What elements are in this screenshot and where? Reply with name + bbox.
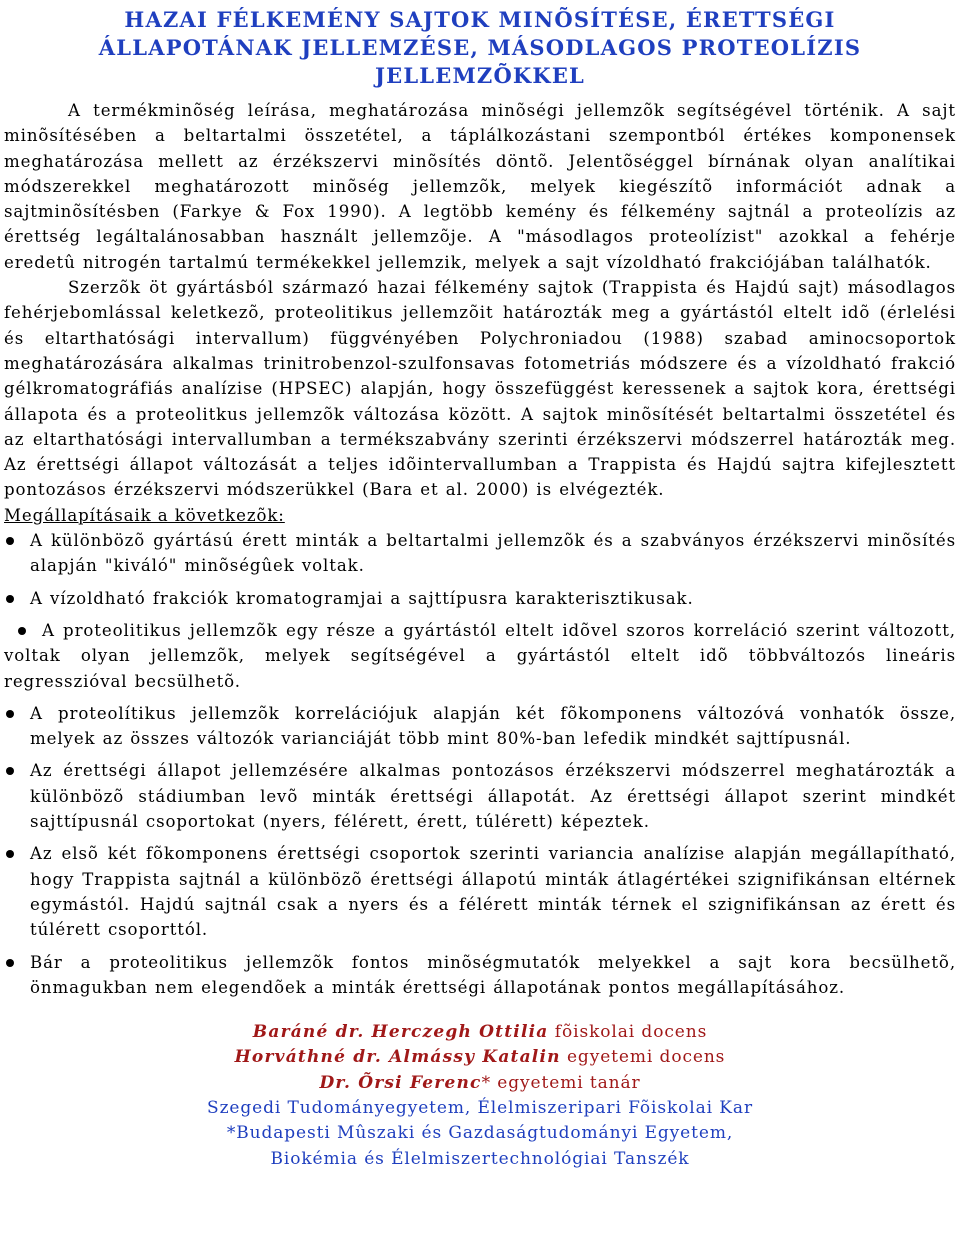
bullet-icon — [6, 767, 14, 775]
affiliation-line: *Budapesti Mûszaki és Gazdaságtudományi Egyetem, — [226, 1123, 734, 1144]
affiliation-line: Szegedi Tudományegyetem, Élelmiszeripari Fõiskolai Kar — [207, 1097, 753, 1118]
author-role: fõiskolai docens — [548, 1022, 708, 1043]
finding-item — [4, 618, 956, 694]
title-line-2: ÁLLAPOTÁNAK JELLEMZÉSE, MÁSODLAGOS PROTEOLÍZIS — [98, 35, 862, 60]
finding-item — [4, 528, 956, 579]
author-name: Horváthné dr. Almássy Katalin — [234, 1047, 561, 1068]
bullet-icon — [6, 595, 14, 603]
finding-text: Bár a proteolitikus jellemzõk fontos minõségmutatók melyekkel a sajt kora becsülhetõ, önmagukban nem elegendõek a minták érettségi állapotának pontos megállapításához. — [30, 952, 956, 997]
finding-text: A vízoldható frakciók kromatogramjai a sajttípusra karakterisztikusak. — [30, 588, 694, 608]
author-block — [4, 1020, 956, 1172]
bullet-icon — [6, 537, 14, 545]
affiliation-line: Biokémia és Élelmiszertechnológiai Tanszék — [270, 1148, 690, 1169]
author-role: * egyetemi tanár — [481, 1072, 641, 1093]
method-paragraph: Szerzõk öt gyártásból származó hazai félkemény sajtok (Trappista és Hajdú sajt) másodlagos fehérjebomlással keletkezõ, proteolitikus jellemzõit határozták meg a gyártástól eltelt idõ (érlelési és eltarthatósági intervallum) függvényében Polychroniadou (1988) szabad aminocsoportok meghatározására alkalmas trinitrobenzol-szulfonsavas fotometriás módszere és a vízoldható frakció gélkromatográfiás analízise (HPSEC) alapján, hogy összefüggést keressenek a sajtok kora, érettségi állapota és a proteolitkus jellemzõk változása között. A sajtok minõsítését beltartalmi összetétel és az eltarthatósági intervallumban a termékszabvány szerinti érzékszervi módszerrel határozták meg. Az érettségi állapot változását a teljes idõintervallumban a Trappista és Hajdú sajtra kifejlesztett pontozásos érzékszervi módszerükkel (Bara et al. 2000) is elvégezték. — [4, 278, 956, 500]
finding-text: Az elsõ két fõkomponens érettségi csoportok szerinti variancia analízise alapján megállapítható, hogy Trappista sajtnál a különbözõ érettségi állapotú minták átlagértékei szignifikánsan eltérnek egymástól. Hajdú sajtnál csak a nyers és a félérett minták térnek el szignifikánsan az érett és túlérett csoporttól. — [30, 844, 956, 940]
finding-text: A proteolítikus jellemzõk korrelációjuk alapján két fõkomponens változóvá vonhatók össze, melyek az összes változók varianciáját több mint 80%-ban lefedik mindkét sajttípusnál. — [30, 703, 956, 749]
author-role: egyetemi docens — [560, 1047, 726, 1068]
author-name: Dr. Õrsi Ferenc — [319, 1072, 482, 1093]
findings-heading: Megállapításaik a következõk: — [4, 505, 285, 525]
author-line — [4, 1071, 956, 1096]
author-line — [4, 1045, 956, 1070]
finding-text: A különbözõ gyártású érett minták a beltartalmi jellemzõk és a szabványos érzékszervi minõsítés alapján "kiváló" minõségûek voltak. — [30, 531, 956, 576]
author-line — [4, 1020, 956, 1045]
intro-paragraph: A termékminõség leírása, meghatározása minõségi jellemzõk segítségével történik. A sajt minõsítésében a beltartalmi összetétel, a táplálkozástani szempontból értékes komponensek meghatározása mellett az érzékszervi minõsítés döntõ. Jelentõséggel bírnának olyan analítikai módszerekkel meghatározott minõség jellemzõk, melyek kiegészítõ információt adnak a sajtminõsítésben (Farkye & Fox 1990). A legtöbb kemény és félkemény sajtnál a proteolízis az érettség legáltalánosabban használt jellemzõje. A "másodlagos proteolízist" azokkal a fehérje eredetû nitrogén tartalmú termékekkel jellemzik, melyek a sajt vízoldható frakciójában találhatók. — [4, 101, 956, 272]
finding-item — [4, 758, 956, 834]
finding-text: Az érettségi állapot jellemzésére alkalmas pontozásos érzékszervi módszerrel meghatározták a különbözõ stádiumban levõ minták érettségi állapotát. Az érettségi állapot szerint mindkét sajttípusnál csoportokat (nyers, félérett, érett, túlérett) képeztek. — [30, 761, 956, 832]
finding-item — [4, 701, 956, 752]
bullet-icon — [18, 627, 26, 635]
bullet-icon — [6, 850, 14, 858]
finding-item — [4, 950, 956, 1001]
finding-item — [4, 586, 956, 611]
finding-item — [4, 841, 956, 942]
title-line-1: HAZAI FÉLKEMÉNY SAJTOK MINÕSÍTÉSE, ÉRETTSÉGI — [124, 7, 836, 32]
bullet-icon — [6, 710, 14, 718]
finding-text: A proteolitikus jellemzõk egy része a gyártástól eltelt idõvel szoros korreláció szerint változott, voltak olyan jellemzõk, melyek segítségével a gyártástól eltelt idõ többváltozós lineáris regresszióval becsülhetõ. — [4, 620, 956, 691]
bullet-icon — [6, 959, 14, 967]
author-name: Baráné dr. Herczegh Ottilia — [252, 1022, 549, 1043]
document-title — [4, 6, 956, 90]
document-page — [4, 6, 956, 1172]
findings-list — [4, 528, 956, 1000]
title-line-3: JELLEMZÕKKEL — [374, 63, 586, 88]
